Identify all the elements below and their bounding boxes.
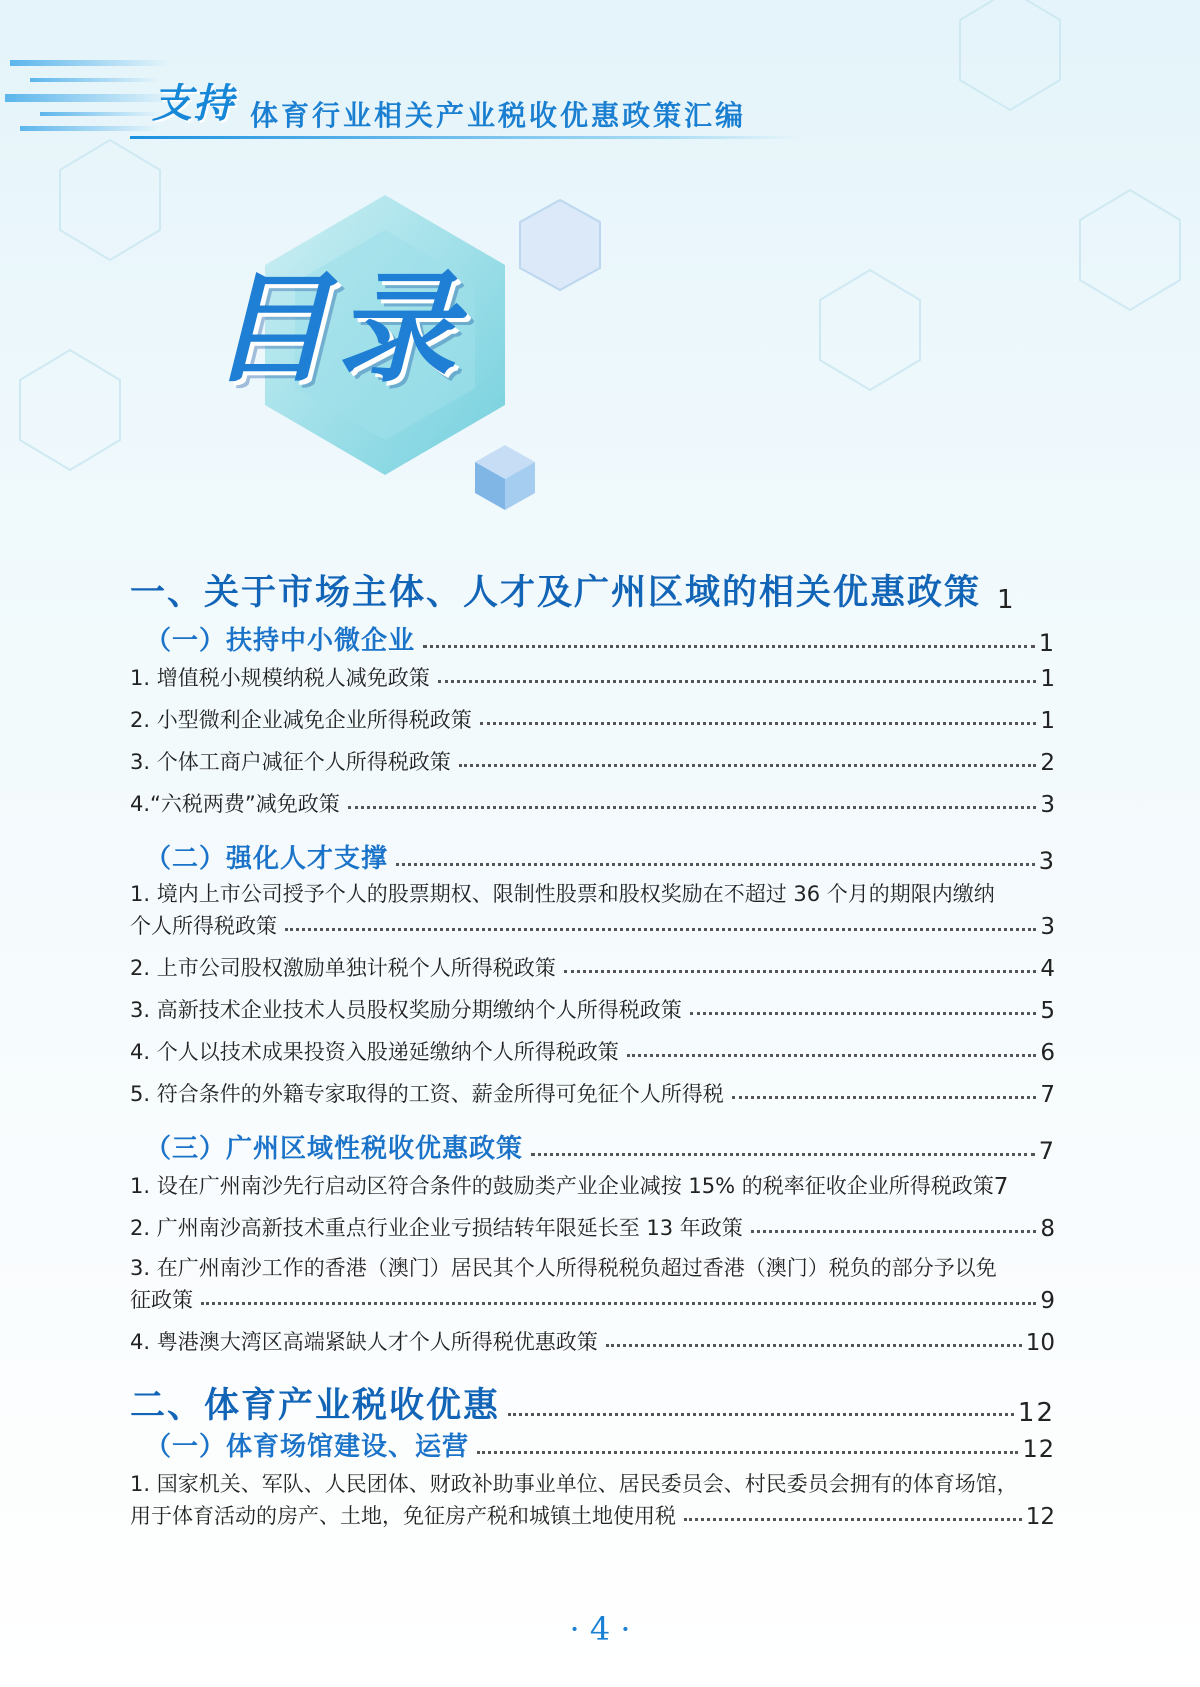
toc-entry-page: 4: [1040, 956, 1055, 982]
page-number: · 4 ·: [569, 1610, 631, 1648]
toc-entry-1-3-3-line1[interactable]: 3. 在广州南沙工作的香港（澳门）居民其个人所得税税负超过香港（澳门）税负的部分予以免: [130, 1256, 997, 1280]
cube-decoration-icon: [475, 445, 535, 510]
toc-entry-page: 7: [1038, 1137, 1055, 1165]
toc-leader: [732, 1096, 1037, 1099]
toc-leader: [751, 1230, 1037, 1233]
toc-entry-section-1-3[interactable]: [145, 1128, 1055, 1165]
toc-entry-page: 1: [1038, 629, 1055, 657]
toc-leader: [684, 1518, 1022, 1521]
toc-entry-page: 7: [993, 1174, 1009, 1200]
toc-entry-section-1-1[interactable]: [145, 620, 1055, 657]
toc-leader: [564, 970, 1037, 973]
toc-entry-label: （一）体育场馆建设、运营: [145, 1432, 470, 1462]
toc-entry-page: 3: [1040, 792, 1055, 818]
toc-entry-1-3-2[interactable]: [130, 1212, 1055, 1242]
toc-heading: 目录: [210, 260, 462, 399]
toc-entry-label: 用于体育活动的房产、土地，免征房产税和城镇土地使用税: [130, 1504, 676, 1528]
toc-entry-label: 征政策: [130, 1288, 193, 1312]
toc-leader: [459, 764, 1037, 767]
toc-entry-1-1-3[interactable]: [130, 746, 1055, 776]
toc-entry-1-2-1-line1[interactable]: 1. 境内上市公司授予个人的股票期权、限制性股票和股权奖励在不超过 36 个月的期限内缴纳: [130, 882, 995, 906]
toc-entry-1-2-2[interactable]: [130, 952, 1055, 982]
toc-entry-page: 9: [1040, 1288, 1055, 1314]
toc-entry-2-1-1-line1[interactable]: 1. 国家机关、军队、人民团体、财政补助事业单位、居民委员会、村民委员会拥有的体育场馆，: [130, 1472, 1018, 1496]
toc-entry-label: 4.“六税两费”减免政策: [130, 792, 340, 816]
toc-leader: [627, 1054, 1037, 1057]
toc-leader: [348, 806, 1037, 809]
toc-leader: [690, 1012, 1037, 1015]
toc-entry-1-2-4[interactable]: [130, 1036, 1055, 1066]
toc-entry-label: （二）强化人才支撑: [145, 844, 389, 874]
toc-entry-page: 1: [1040, 666, 1055, 692]
header-divider: [130, 136, 800, 139]
toc-leader: [201, 1302, 1036, 1305]
toc-entry-1-1-4[interactable]: [130, 788, 1055, 818]
toc-entry-label: 4. 个人以技术成果投资入股递延缴纳个人所得税政策: [130, 1040, 619, 1064]
toc-entry-page: 8: [1040, 1216, 1055, 1242]
toc-entry-label: 2. 广州南沙高新技术重点行业企业亏损结转年限延长至 13 年政策: [130, 1216, 743, 1240]
toc-entry-label: （三）广州区域性税收优惠政策: [145, 1134, 524, 1164]
toc-entry-page: 12: [1025, 1504, 1055, 1530]
toc-entry-label: 2. 上市公司股权激励单独计税个人所得税政策: [130, 956, 556, 980]
toc-entry-2-1-1[interactable]: [130, 1500, 1055, 1530]
toc-entry-label: 5. 符合条件的外籍专家取得的工资、薪金所得可免征个人所得税: [130, 1082, 724, 1106]
toc-entry-section-2-1[interactable]: [145, 1426, 1055, 1463]
header-document-title: 体育行业相关产业税收优惠政策汇编: [250, 99, 747, 132]
toc-entry-page: 3: [1038, 847, 1055, 875]
toc-entry-page: 6: [1040, 1040, 1055, 1066]
toc-entry-page: 7: [1040, 1082, 1055, 1108]
toc-leader: [396, 863, 1035, 866]
toc-entry-1-3-4[interactable]: [130, 1326, 1055, 1356]
toc-leader: [438, 680, 1037, 683]
toc-entry-label: 个人所得税政策: [130, 914, 277, 938]
toc-leader: [477, 1451, 1018, 1454]
toc-entry-1-1-2[interactable]: [130, 704, 1055, 734]
toc-entry-label: 2. 小型微利企业减免企业所得税政策: [130, 708, 472, 732]
toc-entry-page: 3: [1040, 914, 1055, 940]
toc-entry-1-2-5[interactable]: [130, 1078, 1055, 1108]
toc-entry-1-2-1[interactable]: [130, 910, 1055, 940]
toc-entry-label: 二、体育产业税收优惠: [130, 1386, 501, 1426]
toc-entry-label: 1. 增值税小规模纳税人减免政策: [130, 666, 430, 690]
toc-entry-page: 2: [1040, 750, 1055, 776]
toc-leader: [606, 1344, 1022, 1347]
page-header: [0, 0, 1200, 180]
toc-entry-label: 一、关于市场主体、人才及广州区域的相关优惠政策: [130, 573, 982, 613]
toc-entry-page: 1: [997, 585, 1016, 615]
toc-entry-section-1[interactable]: [130, 565, 1055, 615]
toc-entry-page: 5: [1040, 998, 1055, 1024]
toc-leader: [480, 722, 1037, 725]
toc-leader: [285, 928, 1036, 931]
toc-entry-1-3-1[interactable]: [130, 1170, 1055, 1200]
toc-entry-page: 1: [1040, 708, 1055, 734]
toc-entry-page: 12: [1017, 1398, 1055, 1428]
toc-entry-label: 3. 个体工商户减征个人所得税政策: [130, 750, 451, 774]
toc-entry-section-2[interactable]: [130, 1378, 1055, 1428]
toc-leader: [423, 645, 1035, 648]
header-support-label: 支持: [152, 80, 234, 127]
toc-entry-section-1-2[interactable]: [145, 838, 1055, 875]
toc-entry-1-1-1[interactable]: [130, 662, 1055, 692]
toc-entry-page: 12: [1022, 1435, 1055, 1463]
toc-entry-label: 3. 高新技术企业技术人员股权奖励分期缴纳个人所得税政策: [130, 998, 682, 1022]
toc-entry-label: （一）扶持中小微企业: [145, 626, 416, 656]
toc-leader: [508, 1413, 1014, 1416]
toc-entry-1-3-3[interactable]: [130, 1284, 1055, 1314]
toc-entry-label: 1. 设在广州南沙先行启动区符合条件的鼓励类产业企业减按 15% 的税率征收企业所得税政策: [130, 1174, 994, 1198]
toc-entry-1-2-3[interactable]: [130, 994, 1055, 1024]
toc-leader: [531, 1153, 1035, 1156]
toc-entry-label: 4. 粤港澳大湾区高端紧缺人才个人所得税优惠政策: [130, 1330, 598, 1354]
toc-entry-page: 10: [1025, 1330, 1055, 1356]
